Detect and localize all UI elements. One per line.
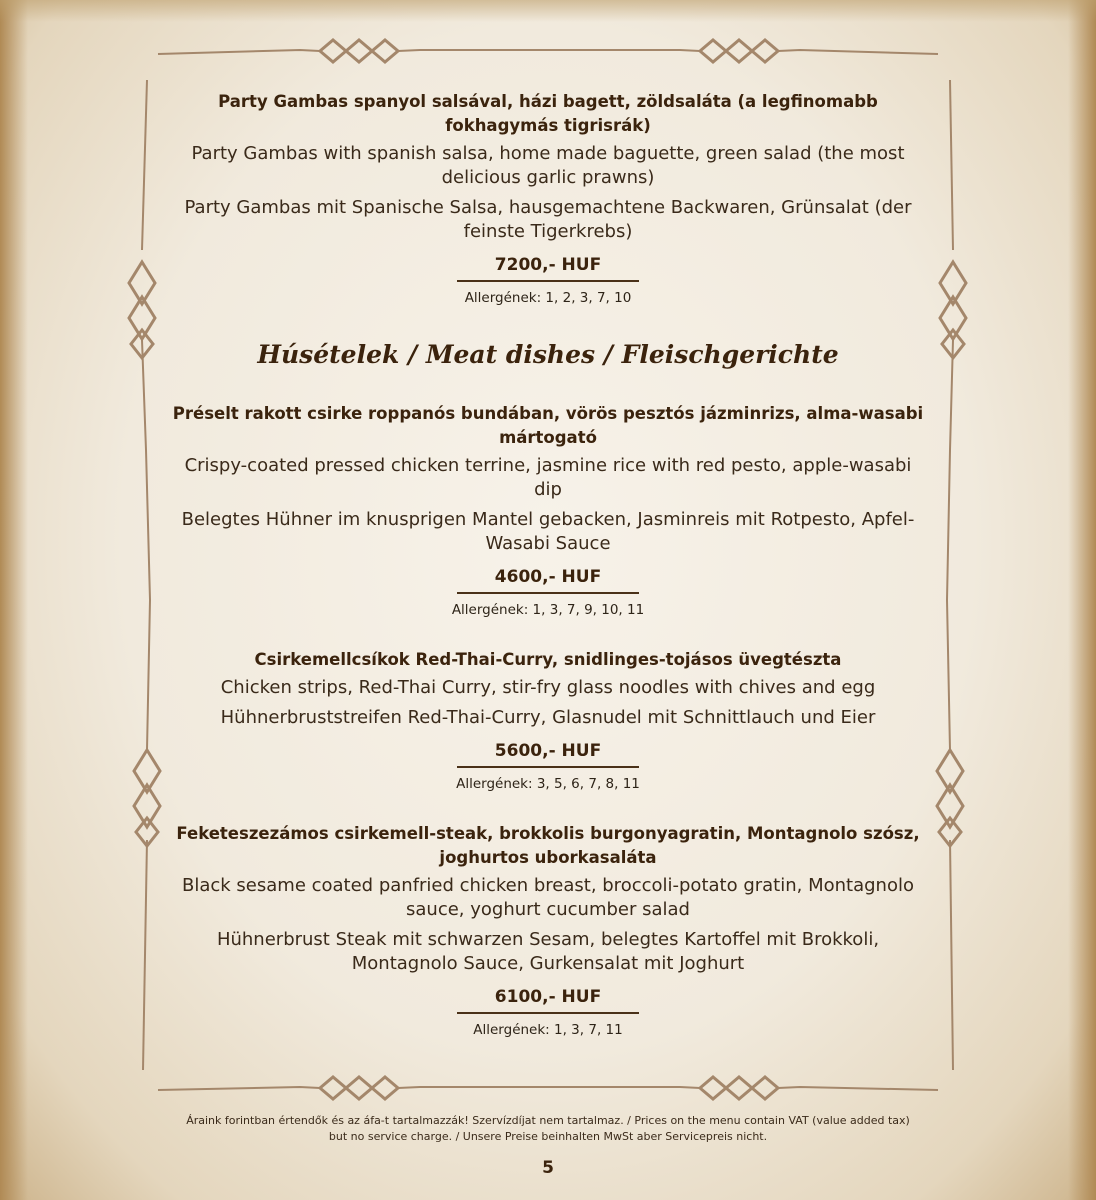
dish-price: 4600,- HUF bbox=[457, 566, 639, 594]
dish-allergens: Allergének: 1, 3, 7, 11 bbox=[473, 1022, 623, 1038]
dish-price: 5600,- HUF bbox=[457, 740, 639, 768]
dish-name-english: Black sesame coated panfried chicken breast, broccoli-potato gratin, Montagnolo sauce, yoghurt cucumber salad bbox=[182, 875, 914, 920]
dish-price: 6100,- HUF bbox=[457, 986, 639, 1014]
dish-name-hungarian: Feketeszezámos csirkemell-steak, brokkolis burgonyagratin, Montagnolo szósz, joghurtos uborkasaláta bbox=[176, 824, 920, 867]
dish-price: 7200,- HUF bbox=[457, 254, 639, 282]
dish-name-english: Crispy-coated pressed chicken terrine, jasmine rice with red pesto, apple-wasabi dip bbox=[184, 455, 912, 500]
dish-name-german: Belegtes Hühner im knusprigen Mantel gebacken, Jasminreis mit Rotpesto, Apfel-Wasabi Sauce bbox=[181, 509, 915, 554]
dish-name-hungarian: Party Gambas spanyol salsával, házi bagett, zöldsaláta (a legfinomabb fokhagymás tigrisrák) bbox=[218, 92, 878, 135]
dish-name-hungarian: Csirkemellcsíkok Red-Thai-Curry, snidlinges-tojásos üvegtészta bbox=[254, 650, 842, 669]
dish-name-german: Hühnerbrust Steak mit schwarzen Sesam, belegtes Kartoffel mit Brokkoli, Montagnolo Sauce, Gurkensalat mit Joghurt bbox=[216, 929, 880, 974]
menu-item-party-gambas bbox=[170, 90, 926, 308]
vat-disclaimer bbox=[150, 1113, 946, 1145]
page-number: 5 bbox=[542, 1158, 554, 1178]
disclaimer-line-2: but no service charge. / Unsere Preise beinhalten MwSt aber Servicepreis nicht. bbox=[328, 1130, 768, 1143]
menu-item-pressed-chicken bbox=[170, 402, 926, 620]
dish-allergens: Allergének: 3, 5, 6, 7, 8, 11 bbox=[456, 776, 640, 792]
menu-content bbox=[170, 90, 926, 1068]
dish-name-english: Party Gambas with spanish salsa, home made baguette, green salad (the most delicious garlic prawns) bbox=[191, 143, 905, 188]
dish-name-english: Chicken strips, Red-Thai Curry, stir-fry glass noodles with chives and egg bbox=[220, 677, 876, 698]
dish-allergens: Allergének: 1, 2, 3, 7, 10 bbox=[464, 290, 632, 306]
dish-allergens: Allergének: 1, 3, 7, 9, 10, 11 bbox=[451, 602, 645, 618]
menu-item-chicken-curry bbox=[170, 648, 926, 794]
menu-item-sesame-chicken bbox=[170, 822, 926, 1040]
dish-name-german: Party Gambas mit Spanische Salsa, hausgemachtene Backwaren, Grünsalat (der feinste Tigerkrebs) bbox=[184, 197, 912, 242]
dish-name-hungarian: Préselt rakott csirke roppanós bundában, vörös pesztós jázminrizs, alma-wasabi mártogató bbox=[172, 404, 924, 447]
dish-name-german: Hühnerbruststreifen Red-Thai-Curry, Glasnudel mit Schnittlauch und Eier bbox=[220, 707, 876, 728]
section-title: Húsételek / Meat dishes / Fleischgerichte bbox=[257, 340, 839, 369]
disclaimer-line-1: Áraink forintban értendők és az áfa-t tartalmazzák! Szervízdíjat nem tartalmaz. / Prices on the menu contain VAT (value added tax) bbox=[186, 1114, 910, 1127]
